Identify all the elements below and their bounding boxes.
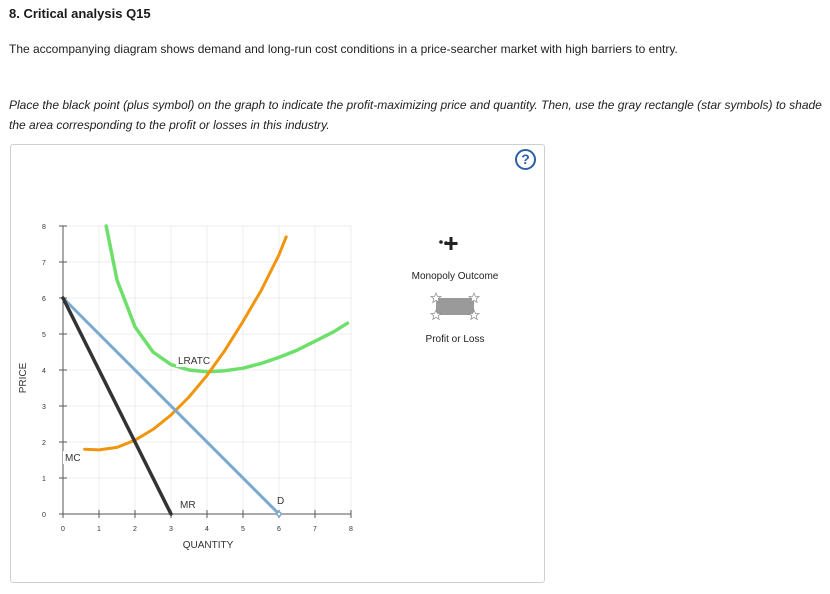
- curve-label-lratc: LRATC: [178, 356, 211, 367]
- curve-label-mc: MC: [65, 453, 81, 464]
- x-axis-label: QUANTITY: [182, 540, 234, 551]
- x-tick-label: 3: [169, 526, 173, 533]
- x-tick-label: 7: [313, 526, 317, 533]
- help-button[interactable]: ?: [515, 149, 536, 170]
- axes: [42, 224, 353, 533]
- x-tick-label: 2: [133, 526, 137, 533]
- question-title: 8. Critical analysis Q15: [9, 6, 151, 21]
- y-tick-label: 3: [42, 404, 46, 411]
- y-tick-label: 6: [42, 296, 46, 303]
- question-instructions: Place the black point (plus symbol) on the graph to indicate the profit-maximizing price and quantity. Then, use the gray rectangle (star symbols) to shade the area corresponding to the profit or losses in this industry.: [9, 98, 822, 132]
- curves: [63, 226, 347, 516]
- y-tick-label: 1: [42, 476, 46, 483]
- y-tick-label: 7: [42, 260, 46, 267]
- y-tick-label: 0: [42, 512, 46, 519]
- curve-label-mr: MR: [180, 500, 196, 511]
- question-intro: The accompanying diagram shows demand and long-run cost conditions in a price-searcher market with high barriers to entry.: [9, 42, 678, 56]
- plus-point-icon: [439, 237, 457, 250]
- monopoly-outcome-label: Monopoly Outcome: [411, 271, 499, 282]
- y-tick-label: 5: [42, 332, 46, 339]
- x-tick-label: 5: [241, 526, 245, 533]
- x-tick-label: 8: [349, 526, 353, 533]
- curve-label-d: D: [277, 496, 285, 507]
- monopoly-outcome-tool[interactable]: [412, 237, 499, 282]
- x-tick-label: 0: [61, 526, 65, 533]
- y-tick-label: 4: [42, 368, 46, 375]
- x-tick-label: 6: [277, 526, 281, 533]
- grid: [63, 226, 351, 514]
- x-tick-label: 1: [97, 526, 101, 533]
- y-tick-label: 2: [42, 440, 46, 447]
- y-tick-label: 8: [42, 224, 46, 231]
- profit-loss-tool[interactable]: [426, 293, 485, 345]
- profit-loss-label: Profit or Loss: [425, 334, 485, 345]
- y-axis-label: PRICE: [18, 362, 29, 394]
- star-rectangle-icon: [431, 293, 479, 319]
- x-tick-label: 4: [205, 526, 209, 533]
- demand-endpoint: [277, 512, 281, 516]
